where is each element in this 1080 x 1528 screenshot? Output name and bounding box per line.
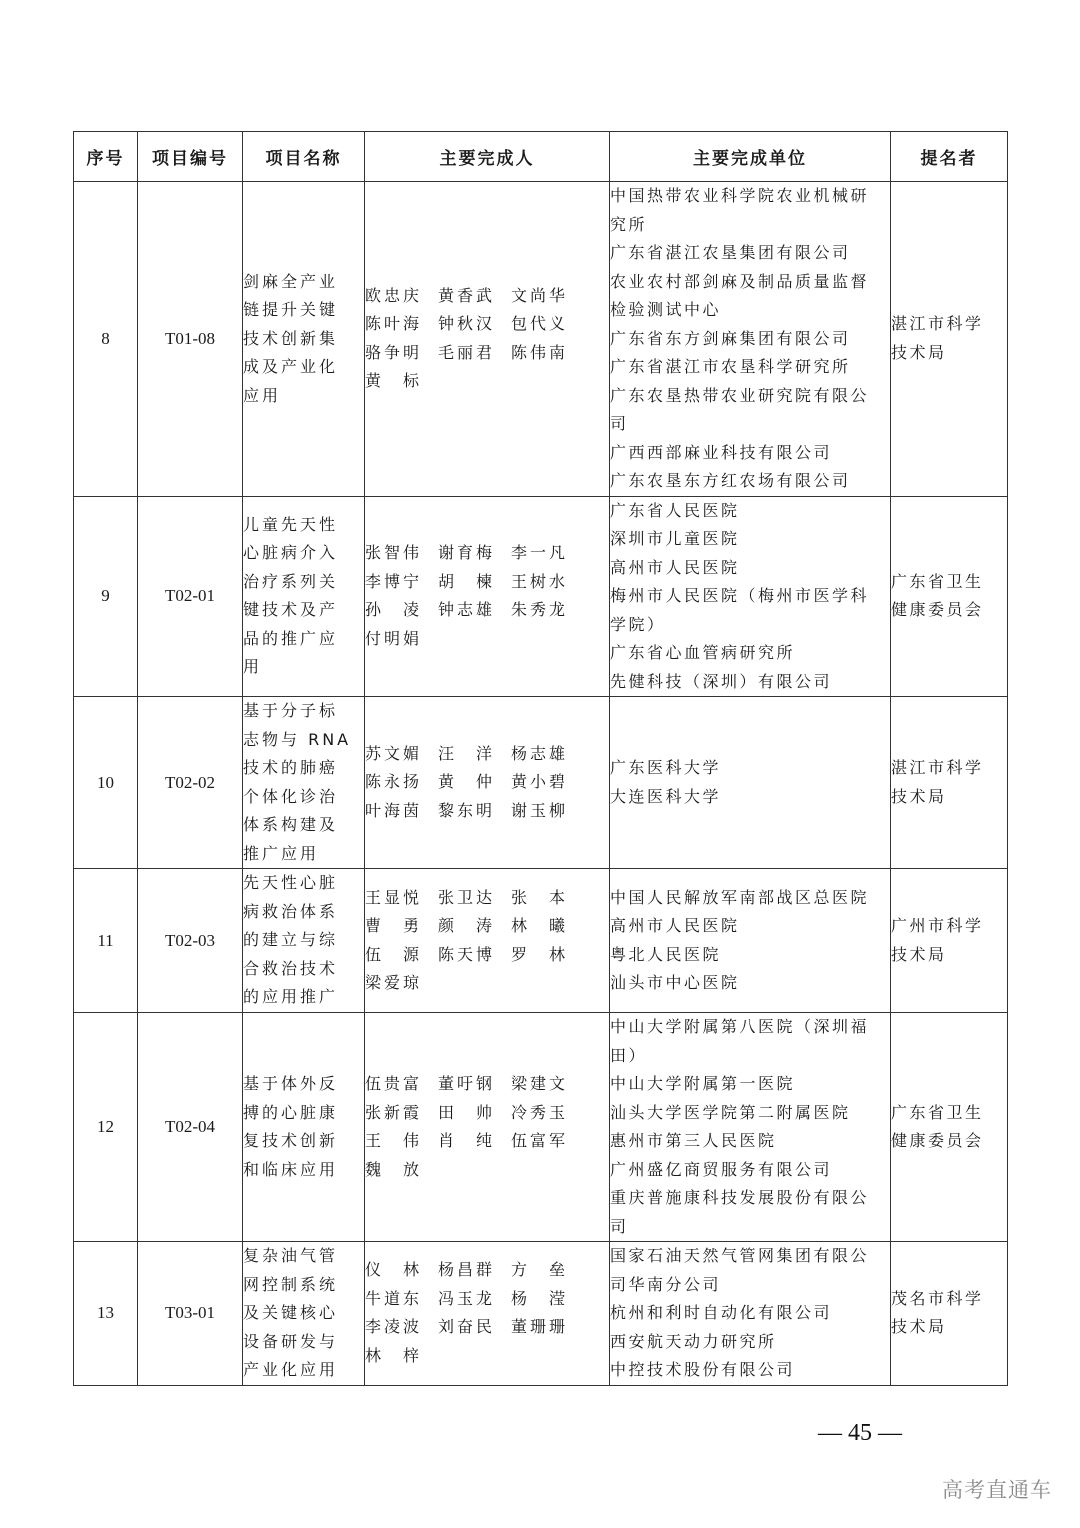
project-name-line: 治疗系列关 — [243, 571, 339, 591]
project-name-line: 及关键核心 — [243, 1303, 339, 1322]
cell-project-name — [243, 182, 365, 497]
contributors-line — [365, 768, 609, 797]
unit-line: 汕头市中心医院 — [610, 973, 740, 992]
table-row — [74, 1013, 1008, 1242]
unit-line: 中国热带农业科学院农业机械研 — [610, 186, 870, 205]
cell-seq: 11 — [74, 869, 138, 1013]
contributors-line — [365, 568, 609, 597]
unit-line: 杭州和利时自动化有限公司 — [610, 1303, 833, 1322]
contributor-name: 牛道东 — [365, 1288, 419, 1308]
contributors-line — [365, 969, 609, 998]
contributor-name: 欧忠庆 — [365, 285, 419, 305]
contributor-name: 汪 洋 — [438, 743, 492, 763]
cell-nominator — [891, 697, 1008, 869]
unit-line: 广东省湛江农垦集团有限公司 — [610, 243, 851, 262]
unit-line: 高州市人民医院 — [610, 557, 740, 577]
contributors-line — [365, 1156, 609, 1185]
contributor-name: 陈天博 — [438, 944, 492, 964]
header-units: 主要完成单位 — [610, 132, 891, 182]
unit-line: 广东省人民医院 — [610, 500, 740, 520]
cell-main-units — [610, 697, 891, 869]
cell-seq: 8 — [74, 182, 138, 497]
unit-line: 先健科技（深圳）有限公司 — [610, 671, 833, 691]
unit-line: 广东农垦东方红农场有限公司 — [610, 471, 851, 490]
contributors-line — [365, 1256, 609, 1285]
unit-line: 检验测试中心 — [610, 300, 722, 319]
contributor-name: 梁爱琼 — [365, 973, 419, 992]
contributors-line — [365, 1342, 609, 1371]
cell-project-code: T01-08 — [138, 182, 243, 497]
contributor-name: 方 垒 — [511, 1260, 565, 1280]
contributors-line — [365, 1285, 609, 1314]
cell-nominator — [891, 869, 1008, 1013]
unit-line: 司 — [610, 1216, 629, 1236]
contributor-name: 魏 放 — [365, 1159, 419, 1179]
unit-line: 广东省心血管病研究所 — [610, 643, 796, 662]
project-name-line: 个体化诊治 — [243, 786, 339, 806]
contributors-line — [365, 282, 609, 311]
table-header-row — [74, 132, 1008, 182]
cell-main-units — [610, 182, 891, 497]
unit-line: 司 — [610, 414, 629, 433]
cell-seq: 13 — [74, 1242, 138, 1386]
cell-project-name — [243, 1013, 365, 1242]
cell-main-units — [610, 1242, 891, 1386]
unit-line: 中国人民解放军南部战区总医院 — [610, 887, 870, 907]
contributor-name: 张卫达 — [438, 887, 492, 907]
contributor-name: 肖 纯 — [438, 1131, 492, 1150]
cell-main-contributors — [365, 697, 610, 869]
unit-line: 中山大学附属第一医院 — [610, 1074, 796, 1093]
contributor-name: 杨昌群 — [438, 1260, 492, 1280]
unit-line: 究所 — [610, 214, 648, 234]
header-code: 项目编号 — [138, 132, 243, 182]
contributors-line — [365, 539, 609, 568]
nominator-line: 广州市科学 — [891, 916, 984, 935]
contributor-name: 王树水 — [511, 571, 565, 591]
nominator-line: 广东省卫生 — [891, 1102, 984, 1122]
contributor-name: 黄 仲 — [438, 772, 492, 792]
project-name-line: 链提升关键 — [243, 300, 339, 319]
project-name-line: 品的推广应 — [243, 628, 339, 648]
contributor-name: 陈永扬 — [365, 772, 419, 792]
contributor-name: 胡 楝 — [438, 571, 492, 591]
contributors-line — [365, 310, 609, 339]
contributors-line — [365, 1099, 609, 1128]
contributor-name: 文尚华 — [511, 285, 565, 305]
project-name-line: 病救治体系 — [243, 901, 339, 921]
unit-line: 中控技术股份有限公司 — [610, 1360, 796, 1379]
nominator-line: 广东省卫生 — [891, 571, 984, 591]
nominator-line: 技术局 — [891, 944, 947, 964]
nominator-line: 技术局 — [891, 1317, 947, 1337]
awards-table — [73, 131, 1008, 1386]
contributor-name: 叶海茵 — [365, 800, 419, 820]
cell-project-code: T02-03 — [138, 869, 243, 1013]
project-name-line: 基于分子标 — [243, 701, 339, 720]
project-name-line: 体系构建及 — [243, 815, 339, 834]
cell-seq: 9 — [74, 496, 138, 697]
contributor-name: 钟志雄 — [438, 600, 492, 620]
contributor-name: 冯玉龙 — [438, 1288, 492, 1308]
cell-main-contributors — [365, 1013, 610, 1242]
project-name-line: 和临床应用 — [243, 1159, 339, 1179]
contributor-name: 张新霞 — [365, 1102, 419, 1122]
contributor-name: 刘奋民 — [438, 1317, 492, 1337]
contributor-name: 付明娟 — [365, 628, 419, 648]
cell-project-name — [243, 869, 365, 1013]
unit-line: 农业农村部剑麻及制品质量监督 — [610, 271, 870, 291]
contributors-line — [365, 625, 609, 654]
contributor-name: 李一凡 — [511, 543, 565, 563]
cell-seq: 10 — [74, 697, 138, 869]
contributor-name: 颜 涛 — [438, 916, 492, 935]
cell-nominator — [891, 1242, 1008, 1386]
contributor-name: 杨 滢 — [511, 1288, 565, 1308]
header-people: 主要完成人 — [365, 132, 610, 182]
table-row — [74, 182, 1008, 497]
cell-main-units — [610, 869, 891, 1013]
contributor-name: 伍贵富 — [365, 1074, 419, 1093]
contributors-line — [365, 1070, 609, 1099]
project-name-line: 应用 — [243, 385, 282, 405]
table-row — [74, 496, 1008, 697]
contributors-line — [365, 339, 609, 368]
contributor-name: 董珊珊 — [511, 1317, 565, 1337]
unit-line: 国家石油天然气管网集团有限公 — [610, 1246, 870, 1265]
project-name-line: 推广应用 — [243, 843, 320, 863]
contributor-name: 苏文媚 — [365, 743, 419, 763]
contributor-name: 梁建文 — [511, 1074, 565, 1093]
cell-project-code: T03-01 — [138, 1242, 243, 1386]
contributors-line — [365, 941, 609, 970]
contributor-name: 董吁钢 — [438, 1074, 492, 1093]
project-name-line: 成及产业化 — [243, 357, 339, 376]
unit-line: 深圳市儿童医院 — [610, 529, 740, 548]
table-row — [74, 1242, 1008, 1386]
contributor-name: 谢育梅 — [438, 543, 492, 563]
project-name-line: 剑麻全产业 — [243, 271, 339, 291]
contributor-name: 田 帅 — [438, 1102, 492, 1122]
contributors-line — [365, 740, 609, 769]
contributor-name: 张 本 — [511, 887, 565, 907]
contributor-name: 朱秀龙 — [511, 600, 565, 620]
header-nominator: 提名者 — [891, 132, 1008, 182]
project-name-line: 先天性心脏 — [243, 873, 339, 893]
project-name-line: 产业化应用 — [243, 1360, 339, 1379]
project-name-line: 志物与 RNA — [243, 729, 352, 749]
contributor-name: 王显悦 — [365, 887, 419, 907]
project-name-line: 复技术创新 — [243, 1131, 339, 1150]
cell-project-name — [243, 1242, 365, 1386]
project-name-line: 用 — [243, 657, 263, 677]
contributor-name: 黎东明 — [438, 800, 492, 820]
unit-line: 广西西部麻业科技有限公司 — [610, 442, 833, 462]
header-seq: 序号 — [74, 132, 138, 182]
contributor-name: 黄小碧 — [511, 772, 565, 792]
project-name-line: 键技术及产 — [243, 600, 339, 620]
unit-line: 西安航天动力研究所 — [610, 1331, 777, 1351]
project-name-line: 复杂油气管 — [243, 1246, 339, 1265]
unit-line: 中山大学附属第八医院（深圳福 — [610, 1017, 870, 1036]
unit-line: 广东农垦热带农业研究院有限公 — [610, 385, 870, 405]
contributor-name: 冷秀玉 — [511, 1102, 565, 1122]
contributor-name: 钟秋汉 — [438, 314, 492, 334]
cell-main-contributors — [365, 496, 610, 697]
contributor-name: 包代义 — [511, 314, 565, 334]
contributor-name: 陈伟南 — [511, 342, 565, 362]
cell-project-name — [243, 496, 365, 697]
contributors-line — [365, 596, 609, 625]
nominator-line: 技术局 — [891, 342, 947, 362]
contributor-name: 陈叶海 — [365, 314, 419, 334]
project-name-line: 的应用推广 — [243, 987, 339, 1007]
unit-line: 广东省东方剑麻集团有限公司 — [610, 328, 851, 348]
cell-main-contributors — [365, 182, 610, 497]
contributors-line — [365, 1313, 609, 1342]
table-row — [74, 697, 1008, 869]
header-name: 项目名称 — [243, 132, 365, 182]
nominator-line: 健康委员会 — [891, 1131, 984, 1150]
unit-line: 梅州市人民医院（梅州市医学科 — [610, 586, 870, 605]
cell-main-contributors — [365, 1242, 610, 1386]
contributors-line — [365, 367, 609, 396]
cell-main-units — [610, 1013, 891, 1242]
unit-line: 学院） — [610, 614, 666, 634]
cell-main-units — [610, 496, 891, 697]
nominator-line: 湛江市科学 — [891, 314, 984, 334]
project-name-line: 搏的心脏康 — [243, 1102, 339, 1122]
unit-line: 大连医科大学 — [610, 786, 722, 806]
cell-project-code: T02-01 — [138, 496, 243, 697]
contributor-name: 毛丽君 — [438, 342, 492, 362]
contributors-line — [365, 1127, 609, 1156]
contributors-line — [365, 797, 609, 826]
watermark: 高考直通车 — [942, 1478, 1052, 1502]
contributor-name: 孙 凌 — [365, 600, 419, 620]
unit-line: 汕头大学医学院第二附属医院 — [610, 1102, 851, 1122]
unit-line: 惠州市第三人民医院 — [610, 1131, 777, 1150]
page-number: — 45 — — [818, 1420, 902, 1446]
unit-line: 粤北人民医院 — [610, 944, 722, 964]
contributor-name: 李博宁 — [365, 571, 419, 591]
nominator-line: 茂名市科学 — [891, 1288, 984, 1308]
project-name-line: 技术的肺癌 — [243, 758, 339, 777]
project-name-line: 设备研发与 — [243, 1331, 339, 1351]
nominator-line: 技术局 — [891, 786, 947, 806]
unit-line: 广东医科大学 — [610, 758, 722, 777]
contributors-line — [365, 884, 609, 913]
contributor-name: 伍富军 — [511, 1131, 565, 1150]
project-name-line: 基于体外反 — [243, 1074, 339, 1093]
contributor-name: 林 梓 — [365, 1345, 419, 1365]
contributor-name: 罗 林 — [511, 944, 565, 964]
unit-line: 广州盛亿商贸服务有限公司 — [610, 1159, 833, 1179]
project-name-line: 合救治技术 — [243, 958, 339, 978]
project-name-line: 技术创新集 — [243, 328, 339, 348]
contributor-name: 黄香武 — [438, 285, 492, 305]
cell-project-code: T02-02 — [138, 697, 243, 869]
contributor-name: 黄 标 — [365, 371, 419, 391]
project-name-line: 心脏病介入 — [243, 543, 339, 563]
cell-nominator — [891, 1013, 1008, 1242]
contributors-line — [365, 912, 609, 941]
contributor-name: 伍 源 — [365, 944, 419, 964]
unit-line: 田） — [610, 1045, 648, 1065]
contributor-name: 杨志雄 — [511, 743, 565, 763]
project-name-line: 的建立与综 — [243, 930, 339, 950]
contributor-name: 骆争明 — [365, 342, 419, 362]
cell-seq: 12 — [74, 1013, 138, 1242]
contributor-name: 曹 勇 — [365, 916, 419, 935]
unit-line: 司华南分公司 — [610, 1274, 722, 1294]
contributor-name: 谢玉柳 — [511, 800, 565, 820]
unit-line: 广东省湛江市农垦科学研究所 — [610, 357, 851, 376]
cell-project-name — [243, 697, 365, 869]
table-row — [74, 869, 1008, 1013]
contributor-name: 仪 林 — [365, 1260, 419, 1280]
nominator-line: 健康委员会 — [891, 600, 984, 620]
cell-project-code: T02-04 — [138, 1013, 243, 1242]
unit-line: 高州市人民医院 — [610, 916, 740, 935]
contributor-name: 李凌波 — [365, 1317, 419, 1337]
contributor-name: 张智伟 — [365, 543, 419, 563]
cell-nominator — [891, 182, 1008, 497]
cell-nominator — [891, 496, 1008, 697]
project-name-line: 网控制系统 — [243, 1274, 339, 1294]
contributor-name: 林 曦 — [511, 916, 565, 935]
contributor-name: 王 伟 — [365, 1131, 419, 1150]
project-name-line: 儿童先天性 — [243, 514, 339, 534]
cell-main-contributors — [365, 869, 610, 1013]
nominator-line: 湛江市科学 — [891, 758, 984, 777]
unit-line: 重庆普施康科技发展股份有限公 — [610, 1188, 870, 1207]
